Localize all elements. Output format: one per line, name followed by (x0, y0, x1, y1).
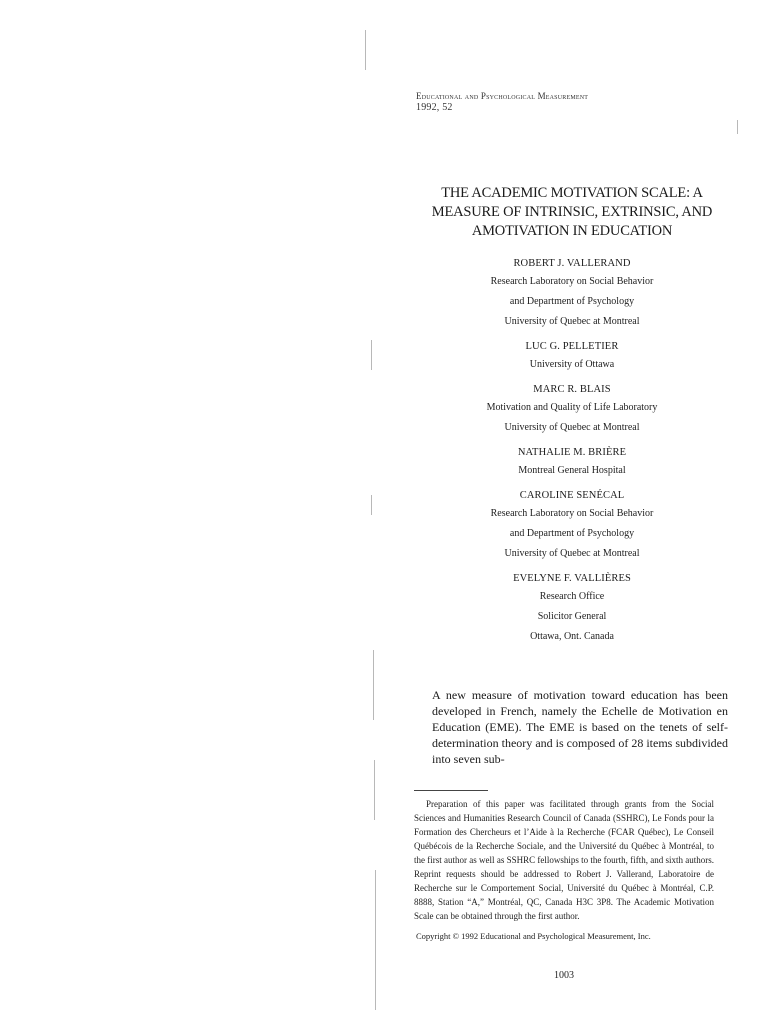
author-block (412, 382, 732, 438)
author-affiliation: Ottawa, Ont. Canada (530, 631, 614, 642)
author-affiliation: University of Ottawa (529, 359, 615, 370)
abstract-text: A new measure of motivation toward education has been developed in French, namely the Echelle de Motivation en Education (EME). The EME is based on the tenets of self-determination theory and is composed of 28 items subdivided into seven sub- (432, 688, 728, 766)
page-number: 1003 (554, 970, 574, 981)
author-block (412, 488, 732, 564)
author-affiliation: Research Laboratory on Social Behavior (490, 276, 654, 287)
author-affiliation: Solicitor General (537, 611, 607, 622)
author-name: MARC R. BLAIS (533, 384, 611, 395)
scan-artifact-line (373, 650, 374, 720)
footnote-rule (414, 790, 488, 791)
author-list (412, 256, 732, 654)
journal-name: Educational and Psychological Measurement (416, 91, 589, 101)
author-affiliation: Motivation and Quality of Life Laboratory (486, 402, 658, 413)
footnote (414, 797, 714, 923)
scan-artifact-line (371, 495, 372, 515)
author-name: ROBERT J. VALLERAND (513, 258, 631, 269)
author-affiliation: and Department of Psychology (509, 528, 635, 539)
author-block (412, 445, 732, 481)
abstract (432, 687, 728, 767)
scan-artifact-line (375, 870, 376, 1010)
copyright-line: Copyright © 1992 Educational and Psychological Measurement, Inc. (416, 931, 651, 941)
scan-artifact-line (737, 120, 738, 134)
author-affiliation: Research Laboratory on Social Behavior (490, 508, 654, 519)
author-affiliation: Montreal General Hospital (518, 465, 626, 476)
author-block (412, 339, 732, 375)
author-block (412, 571, 732, 647)
author-name: EVELYNE F. VALLIÈRES (513, 573, 631, 584)
scan-artifact-line (365, 30, 366, 70)
footnote-text: Preparation of this paper was facilitated through grants from the Social Sciences and Humanities Research Council of Canada (SSHRC), Le Fonds pour la Formation des Chercheurs et l’Aide à la Recherche (FCAR Québec), Le Conseil Québécois de la Recherche Sociale, and the Université du Québec à Montréal, to the first author as well as SSHRC fellowships to the fourth, fifth, and sixth authors. Reprint requests should be addressed to Robert J. Vallerand, Laboratoire de Recherche sur le Comportement Social, Université du Québec à Montréal, C.P. 8888, Station “A,” Montréal, QC, Canada H3C 3P8. The Academic Motivation Scale can be obtained through the first author. (414, 799, 714, 921)
author-affiliation: University of Quebec at Montreal (504, 316, 640, 327)
scan-artifact-line (374, 760, 375, 820)
author-affiliation: University of Quebec at Montreal (504, 548, 640, 559)
author-name: NATHALIE M. BRIÈRE (517, 447, 627, 458)
journal-volume: 1992, 52 (416, 102, 453, 113)
author-affiliation: University of Quebec at Montreal (504, 422, 640, 433)
author-affiliation: Research Office (539, 591, 605, 602)
author-block (412, 256, 732, 332)
article-title: THE ACADEMIC MOTIVATION SCALE: A MEASURE OF INTRINSIC, EXTRINSIC, AND AMOTIVATION IN EDUCATION (431, 185, 713, 239)
scan-artifact-line (371, 340, 372, 370)
author-affiliation: and Department of Psychology (509, 296, 635, 307)
journal-header (416, 90, 588, 114)
author-name: CAROLINE SENÉCAL (519, 490, 625, 501)
author-name: LUC G. PELLETIER (525, 341, 619, 352)
